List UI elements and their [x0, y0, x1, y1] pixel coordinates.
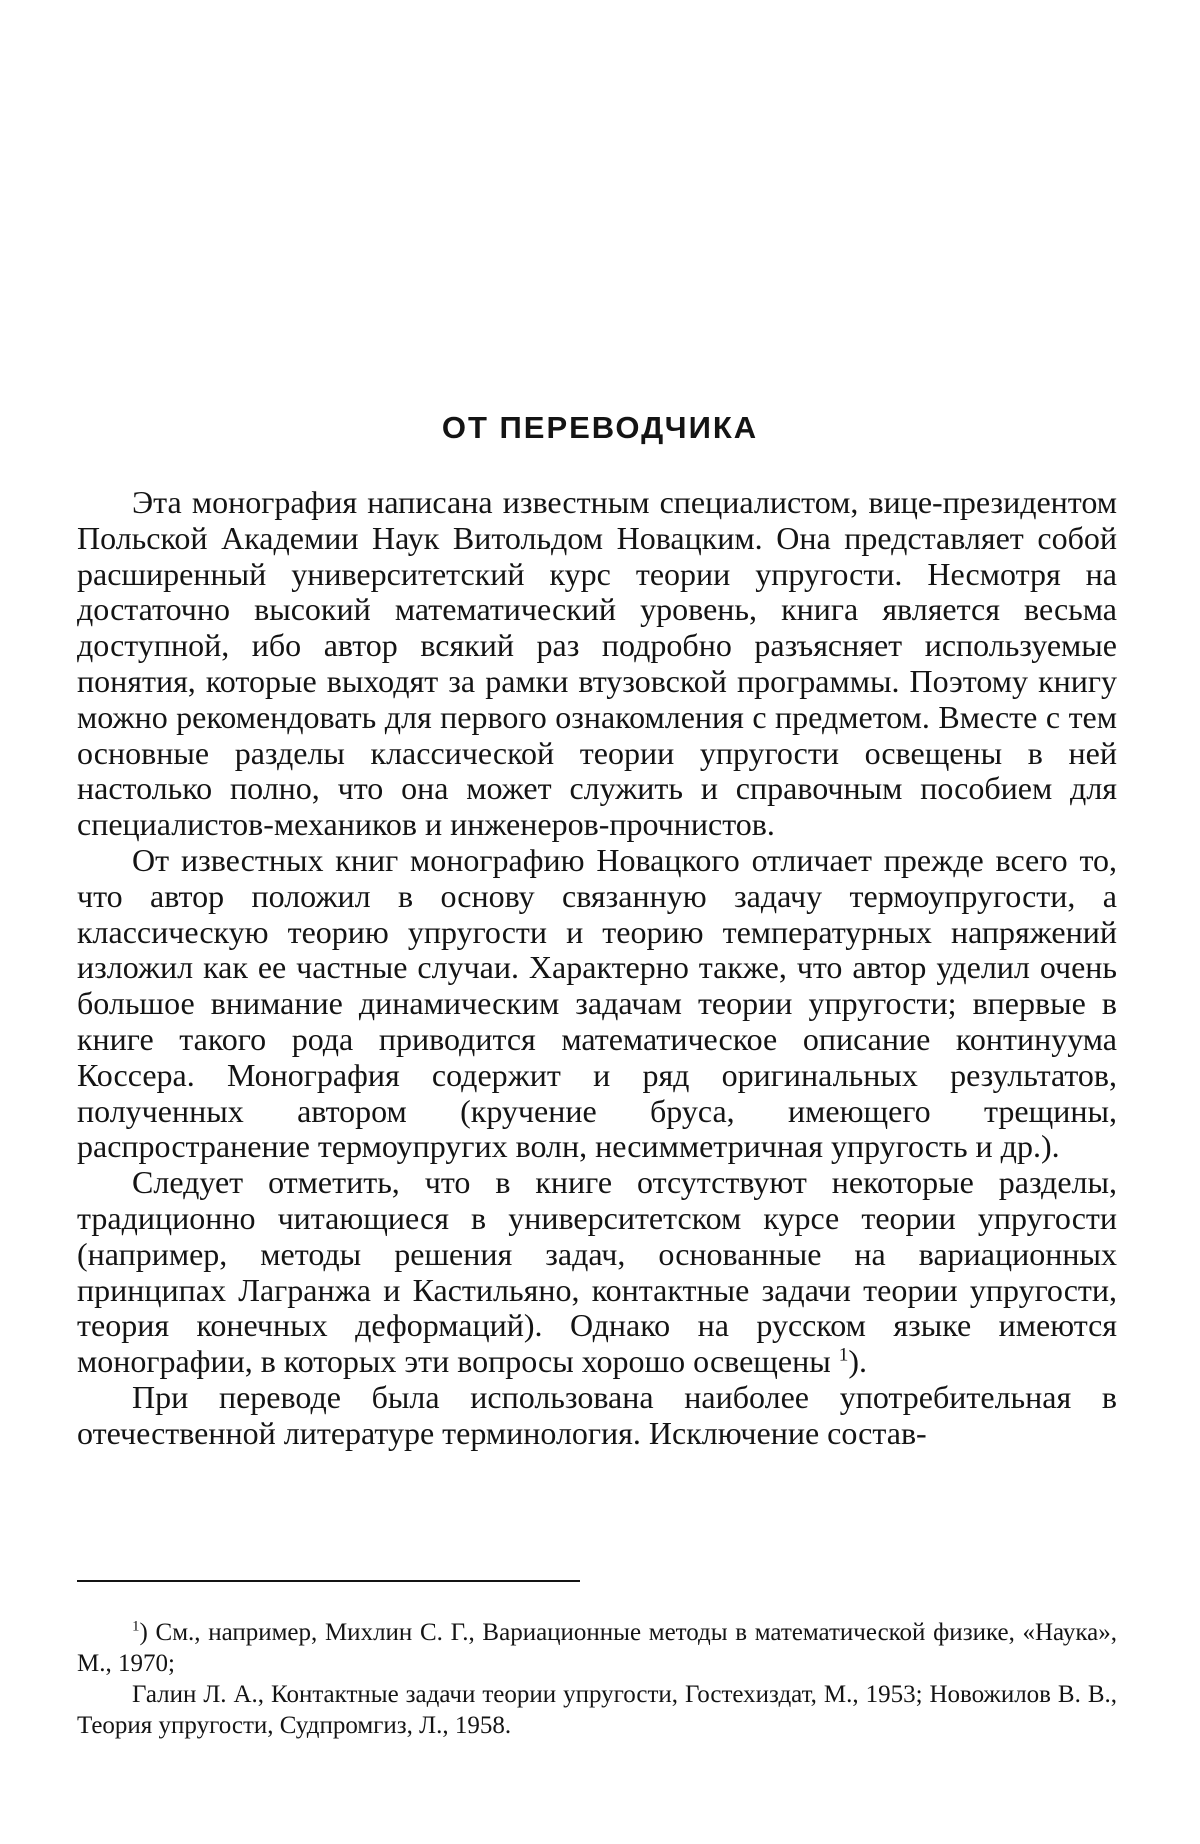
paragraph-3-text: Следует отметить, что в книге отсутствуют некоторые разделы, традиционно читающиеся в университетском курсе теории упругости (например, методы решения задач, основанные на вариационных принципах Лагранжа и Кастильяно, контактные задачи теории упругости, теория конечных деформаций). Однако на русском языке имеются монографии, в которых эти вопросы хорошо освещены — [77, 1164, 1117, 1380]
footnote-marker: 1 — [132, 1618, 140, 1635]
paragraph-3-tail: ). — [848, 1343, 867, 1380]
footnote-1-continued: Галин Л. А., Контактные задачи теории упругости, Гостехиздат, М., 1953; Новожилов В. В., Теория упругости, Судпромгиз, Л., 1958. — [77, 1681, 1117, 1739]
paragraph-4: При переводе была использована наиболее употребительная в отечественной литературе терминология. Исключение состав- — [77, 1378, 1117, 1451]
footnote-1 — [77, 1617, 1117, 1679]
footnote-divider — [77, 1580, 580, 1582]
footnote-reference: 1 — [838, 1344, 849, 1366]
paragraph-1: Эта монография написана известным специалистом, вице-президентом Польской Академии Наук Витольдом Новацким. Она представляет собой расширенный университетский курс теории упругости. Несмотря на достаточно высокий математический уровень, книга является весьма доступной, ибо автор всякий раз подробно разъясняет используемые понятия, которые выходят за рамки втузовской программы. Поэтому книгу можно рекомендовать для первого ознакомления с предметом. Вместе с тем основные разделы классической теории упругости освещены в ней настолько полно, что она может служить и справочным пособием для специалистов-механиков и инженеров-прочнистов. — [77, 484, 1117, 843]
paragraph-3 — [77, 1165, 1117, 1380]
footnote-1-text: ) См., например, Михлин С. Г., Вариационные методы в математической физике, «Наука», М., 1970; — [77, 1619, 1117, 1677]
main-text — [77, 485, 1117, 1452]
page-title: ОТ ПЕРЕВОДЧИКА — [441, 410, 759, 445]
footnotes — [77, 1617, 1117, 1741]
paragraph-2: От известных книг монографию Новацкого отличает прежде всего то, что автор положил в основу связанную задачу термоупругости, а классическую теорию упругости и теорию температурных напряжений изложил как ее частные случаи. Характерно также, что автор уделил очень большое внимание динамическим задачам теории упругости; впервые в книге такого рода приводится математическое описание континуума Коссера. Монография содержит и ряд оригинальных результатов, полученных автором (кручение бруса, имеющего трещины, распространение термоупругих волн, несимметричная упругость и др.). — [77, 841, 1117, 1165]
